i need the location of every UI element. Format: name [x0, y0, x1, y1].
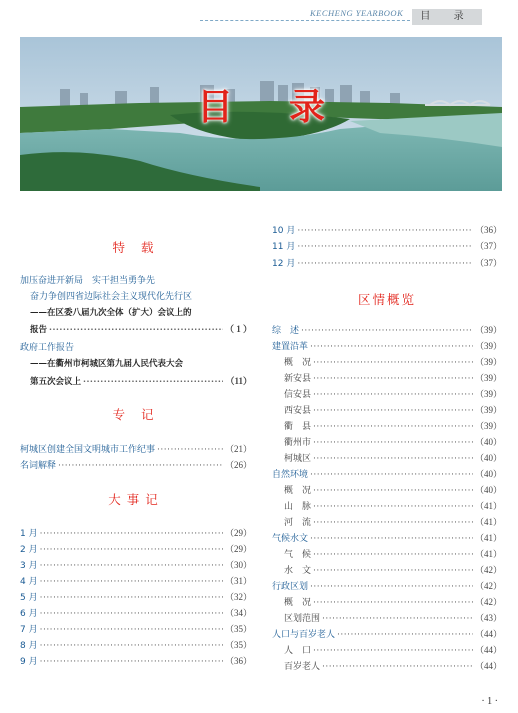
- toc-page: （36）: [224, 656, 252, 666]
- toc-entry[interactable]: [20, 574, 252, 588]
- toc-entry-label: 水 文: [284, 566, 312, 576]
- toc-entry[interactable]: [20, 622, 252, 636]
- toc-entry[interactable]: [20, 442, 252, 456]
- toc-entry[interactable]: [20, 374, 252, 388]
- toc-entry[interactable]: [272, 547, 502, 561]
- toc-entry[interactable]: [272, 483, 502, 497]
- toc-entry[interactable]: [272, 531, 502, 545]
- title-char-1: 目: [196, 86, 233, 128]
- toc-entry-label: 百岁老人: [284, 662, 321, 672]
- toc-entry-label: 概 况: [284, 598, 312, 608]
- toc-page: （42）: [474, 565, 502, 575]
- toc-page: （35）: [224, 640, 252, 650]
- toc-entry-label: 柯城区: [284, 454, 312, 464]
- toc-page: （29）: [224, 528, 252, 538]
- section-heading-quqing: 区情概览: [357, 292, 416, 307]
- toc-entry-label: 建置沿革: [272, 342, 309, 352]
- toc-entry-label: 政府工作报告: [20, 343, 75, 353]
- toc-entry[interactable]: [20, 654, 252, 668]
- toc-entry[interactable]: [272, 467, 502, 481]
- toc-entry-label: 河 流: [284, 518, 312, 528]
- toc-entry-label: 区划范围: [284, 614, 321, 624]
- toc-entry-label: 7 月: [20, 625, 38, 635]
- toc-entry-label: 9 月: [20, 657, 38, 667]
- section-heading-teizai: 特 载: [112, 240, 160, 255]
- toc-entry[interactable]: [20, 274, 252, 288]
- toc-page: （11）: [225, 376, 252, 386]
- toc-page: （30）: [224, 560, 252, 570]
- toc-entry-label: 概 况: [284, 358, 312, 368]
- toc-entry-label: 10 月: [272, 226, 296, 236]
- toc-entry[interactable]: [20, 542, 252, 556]
- toc-page: （42）: [474, 597, 502, 607]
- toc-entry-label: 3 月: [20, 561, 38, 571]
- toc-entry[interactable]: [272, 643, 502, 657]
- toc-entry[interactable]: [272, 435, 502, 449]
- toc-entry-label: 11 月: [272, 242, 296, 252]
- toc-entry[interactable]: [272, 627, 502, 641]
- toc-entry[interactable]: [272, 256, 502, 270]
- toc-entry-label: 4 月: [20, 577, 38, 587]
- toc-entry-label: 人 口: [284, 646, 312, 656]
- toc-page: （ 1 ）: [224, 324, 252, 334]
- toc-entry-label: 新安县: [284, 374, 312, 384]
- toc-page: （21）: [224, 444, 252, 454]
- toc-page: （34）: [224, 608, 252, 618]
- toc-page: （44）: [474, 661, 502, 671]
- toc-entry-label: 概 况: [284, 486, 312, 496]
- toc-entry-label: 报告: [30, 325, 48, 335]
- toc-entry-label: 5 月: [20, 593, 38, 603]
- toc-entry-label: 6 月: [20, 609, 38, 619]
- toc-entry-label: 山 脉: [284, 502, 312, 512]
- toc-entry[interactable]: [272, 659, 502, 673]
- toc-entry[interactable]: [20, 526, 252, 540]
- toc-entry[interactable]: [272, 499, 502, 513]
- title-char-2: 录: [289, 86, 326, 128]
- toc-page: （39）: [474, 389, 502, 399]
- toc-entry[interactable]: [272, 371, 502, 385]
- page-number: · 1 ·: [481, 696, 498, 707]
- toc-page: （40）: [474, 469, 502, 479]
- toc-entry[interactable]: [272, 419, 502, 433]
- toc-entry-label: 1 月: [20, 529, 38, 539]
- toc-page: （41）: [474, 549, 502, 559]
- toc-page: （29）: [224, 544, 252, 554]
- toc-entry[interactable]: [272, 515, 502, 529]
- toc-entry-label: ——在衢州市柯城区第九届人民代表大会: [30, 359, 184, 369]
- toc-entry-label: 衢州市: [284, 438, 312, 448]
- toc-entry-label: 行政区划: [272, 582, 309, 592]
- toc-page: （39）: [474, 405, 502, 415]
- toc-page: （43）: [474, 613, 502, 623]
- toc-entry[interactable]: [272, 611, 502, 625]
- toc-entry-label: 自然环境: [272, 470, 309, 480]
- toc-entry[interactable]: [20, 306, 252, 320]
- toc-page: （39）: [474, 325, 502, 335]
- toc-page: （42）: [474, 581, 502, 591]
- toc-page: （41）: [474, 517, 502, 527]
- toc-entry-label: 信安县: [284, 390, 312, 400]
- toc-page: （37）: [474, 258, 502, 268]
- toc-page: （39）: [474, 373, 502, 383]
- toc-page: （39）: [474, 341, 502, 351]
- section-heading-dashiji: 大事记: [108, 492, 164, 507]
- toc-entry[interactable]: [272, 595, 502, 609]
- yearbook-label: KECHENG YEARBOOK: [310, 8, 404, 18]
- toc-entry-label: 气候水文: [272, 534, 309, 544]
- toc-entry-label: 12 月: [272, 259, 296, 269]
- toc-right-column: [272, 0, 502, 713]
- toc-entry[interactable]: [20, 638, 252, 652]
- toc-entry-label: 柯城区创建全国文明城市工作纪事: [20, 445, 156, 455]
- toc-entry-label: ——在区委八届九次全体（扩大）会议上的: [30, 308, 192, 318]
- toc-entry-label: 西安县: [284, 406, 312, 416]
- toc-entry-label: 衢 县: [284, 422, 312, 432]
- toc-entry[interactable]: [272, 323, 502, 337]
- toc-page: （41）: [474, 533, 502, 543]
- toc-page: （40）: [474, 485, 502, 495]
- toc-entry[interactable]: [20, 290, 252, 304]
- toc-entry-label: 综 述: [272, 326, 300, 336]
- toc-page: （39）: [474, 357, 502, 367]
- toc-page: （41）: [474, 501, 502, 511]
- toc-entry[interactable]: [272, 451, 502, 465]
- toc-entry[interactable]: [20, 606, 252, 620]
- toc-page: （32）: [224, 592, 252, 602]
- toc-entry[interactable]: [272, 387, 502, 401]
- toc-entry[interactable]: [20, 322, 252, 336]
- toc-page: （44）: [474, 645, 502, 655]
- toc-page: （26）: [224, 460, 252, 470]
- toc-entry[interactable]: [20, 590, 252, 604]
- toc-page: （40）: [474, 453, 502, 463]
- toc-page: （35）: [224, 624, 252, 634]
- toc-entry-label: 8 月: [20, 641, 38, 651]
- toc-entry-label: 人口与百岁老人: [272, 630, 336, 640]
- toc-entry[interactable]: [272, 339, 502, 353]
- toc-page: （39）: [474, 421, 502, 431]
- toc-entry-label: 第五次会议上: [30, 377, 82, 387]
- toc-page: （40）: [474, 437, 502, 447]
- toc-entry[interactable]: [20, 458, 252, 472]
- toc-entry-label: 2 月: [20, 545, 38, 555]
- section-tab: 目 录: [412, 9, 482, 25]
- toc-entry[interactable]: [272, 223, 502, 237]
- toc-entry-label: 气 候: [284, 550, 312, 560]
- toc-page: （44）: [474, 629, 502, 639]
- toc-page: （37）: [474, 241, 502, 251]
- toc-entry[interactable]: [20, 558, 252, 572]
- toc-left-column: [20, 0, 252, 713]
- section-heading-zhuanji: 专 记: [112, 407, 160, 422]
- toc-entry[interactable]: [272, 579, 502, 593]
- toc-entry-label: 名词解释: [20, 461, 57, 471]
- toc-entry[interactable]: [272, 239, 502, 253]
- toc-page: （36）: [474, 225, 502, 235]
- toc-entry[interactable]: [272, 403, 502, 417]
- toc-entry[interactable]: [272, 355, 502, 369]
- toc-page: （31）: [224, 576, 252, 586]
- toc-entry-label: 加压奋进开新局 实干担当勇争先: [20, 276, 156, 286]
- toc-entry[interactable]: [20, 341, 252, 355]
- toc-entry-label: 奋力争创四省边际社会主义现代化先行区: [30, 292, 193, 302]
- toc-entry[interactable]: [20, 357, 252, 371]
- toc-entry[interactable]: [272, 563, 502, 577]
